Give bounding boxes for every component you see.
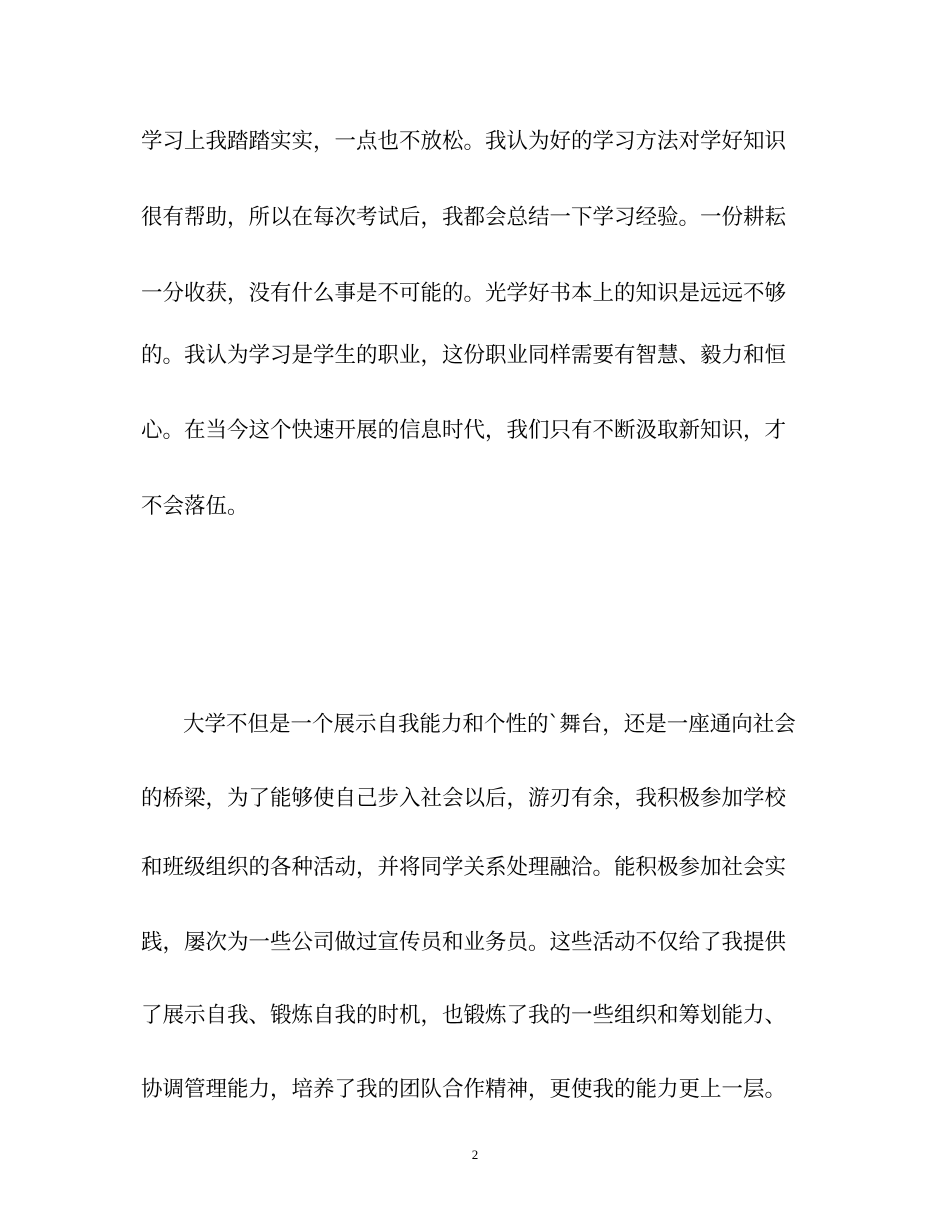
paragraph-1-line-2: 很有帮助，所以在每次考试后，我都会总结一下学习经验。一份耕耘 <box>141 205 787 230</box>
paragraph-2-line-3: 和班级组织的各种活动，并将同学关系处理融洽。能积极参加社会实 <box>141 855 787 880</box>
paragraph-1-line-4: 的。我认为学习是学生的职业，这份职业同样需要有智慧、毅力和恒 <box>141 343 787 368</box>
paragraph-1-line-6: 不会落伍。 <box>141 494 249 519</box>
paragraph-2-line-5: 了展示自我、锻炼自我的时机，也锻炼了我的一些组织和筹划能力、 <box>141 1003 787 1028</box>
paragraph-2-line-6: 协调管理能力，培养了我的团队合作精神，更使我的能力更上一层。 <box>141 1077 787 1102</box>
paragraph-1-line-1: 学习上我踏踏实实，一点也不放松。我认为好的学习方法对学好知识 <box>141 129 787 154</box>
paragraph-2-line-1: 大学不但是一个展示自我能力和个性的`舞台，还是一座通向社会 <box>183 712 796 737</box>
paragraph-1-line-5: 心。在当今这个快速开展的信息时代，我们只有不断汲取新知识，才 <box>141 418 787 443</box>
paragraph-2-line-4: 践，屡次为一些公司做过宣传员和业务员。这些活动不仅给了我提供 <box>141 930 787 955</box>
page-number: 2 <box>471 1147 479 1162</box>
paragraph-2-line-2: 的桥梁，为了能够使自己步入社会以后，游刃有余，我积极参加学校 <box>141 786 787 811</box>
paragraph-1-line-3: 一分收获，没有什么事是不可能的。光学好书本上的知识是远远不够 <box>141 281 787 306</box>
